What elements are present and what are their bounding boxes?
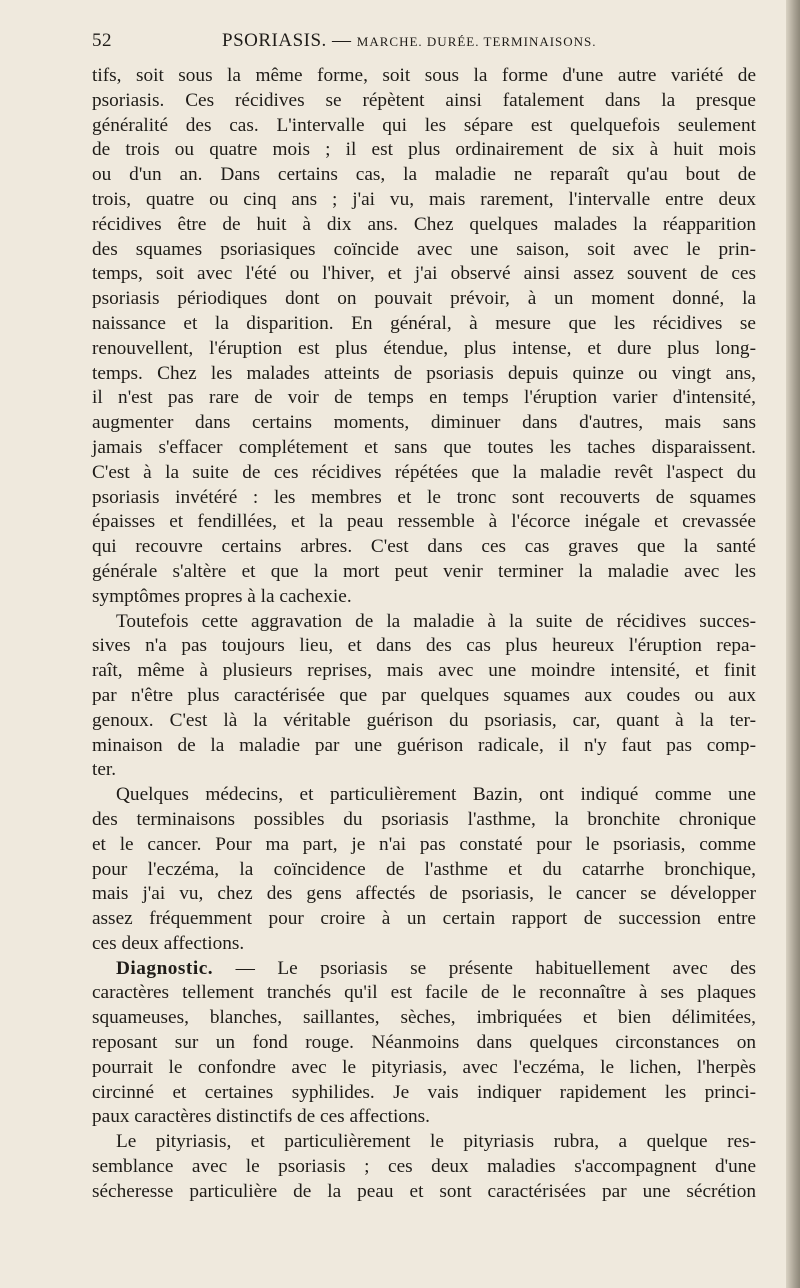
paragraph-recidives (92, 64, 756, 610)
text-line: temps. Chez les malades atteints de psoriasis depuis quinze ou vingt ans, (92, 362, 756, 384)
text-line: paux caractères distinctifs de ces affections. (92, 1106, 430, 1128)
paragraph-terminaisons (92, 783, 756, 957)
text-line: naissance et la disparition. En général, à mesure que les récidives se (92, 312, 756, 334)
text-line: sives n'a pas toujours lieu, et dans des cas plus heureux l'éruption repa- (92, 635, 756, 657)
text-line: caractères tellement tranchés qu'il est facile de le reconnaître à ses plaques (92, 982, 756, 1004)
paragraph-pityriasis (92, 1130, 756, 1204)
page-edge (786, 0, 800, 1288)
text-line: psoriasis. Ces récidives se répètent ainsi fatalement dans la presque (92, 89, 756, 111)
text-fragment: — Le psoriasis se présente habituellement avec des (213, 957, 756, 979)
header-title: PSORIASIS. (222, 30, 327, 51)
header-separator: — (332, 30, 352, 51)
text-line: semblance avec le psoriasis ; ces deux maladies s'accompagnent d'une (92, 1156, 756, 1178)
text-line: Quelques médecins, et particulièrement Bazin, ont indiqué comme une (116, 784, 756, 806)
text-line: genoux. C'est là la véritable guérison du psoriasis, car, quant à la ter- (92, 709, 756, 731)
text-line: généralité des cas. L'intervalle qui les sépare est quelquefois seulement (92, 114, 756, 136)
paragraph-diagnostic (92, 957, 756, 1131)
text-line: mais j'ai vu, chez des gens affectés de psoriasis, le cancer se développer (92, 883, 756, 905)
header-subtitle: MARCHE. DURÉE. TERMINAISONS. (356, 34, 597, 49)
text-line: il n'est pas rare de voir de temps en temps l'éruption varier d'intensité, (92, 387, 756, 409)
text-line: ter. (92, 759, 117, 781)
text-line: pourrait le confondre avec le pityriasis, avec l'eczéma, le lichen, l'herpès (92, 1056, 756, 1078)
text-line: augmenter dans certains moments, diminuer dans d'autres, mais sans (92, 412, 756, 434)
text-line: générale s'altère et que la mort peut venir terminer la maladie avec les (92, 560, 756, 582)
text-line: raît, même à plusieurs reprises, mais avec une moindre intensité, et finit (92, 660, 756, 682)
text-line: minaison de la maladie par une guérison radicale, il n'y faut pas comp- (92, 734, 756, 756)
text-line: Le pityriasis, et particulièrement le pityriasis rubra, a quelque res- (116, 1131, 756, 1153)
text-line: des squames psoriasiques coïncide avec une saison, soit avec le prin- (92, 238, 756, 260)
section-heading-diagnostic: Diagnostic. (116, 957, 214, 979)
text-line: psoriasis périodiques dont on pouvait prévoir, à un moment donné, la (92, 288, 756, 310)
text-line: récidives être de huit à dix ans. Chez quelques malades la réapparition (92, 213, 756, 235)
running-title (222, 30, 597, 52)
text-line: ou d'un an. Dans certains cas, la maladie ne reparaît qu'au bout de (92, 164, 756, 186)
text-line: des terminaisons possibles du psoriasis l'asthme, la bronchite chronique (92, 808, 756, 830)
text-line (92, 957, 756, 982)
text-line: jamais s'effacer complétement et sans que toutes les taches disparaissent. (92, 436, 756, 458)
page-number: 52 (92, 30, 112, 51)
running-header (92, 30, 756, 58)
text-line: symptômes propres à la cachexie. (92, 585, 352, 607)
text-line: pour l'eczéma, la coïncidence de l'asthme et du catarrhe bronchique, (92, 858, 756, 880)
text-line: par n'être plus caractérisée que par quelques squames aux coudes ou aux (92, 684, 756, 706)
text-line: Toutefois cette aggravation de la maladie à la suite de récidives succes- (116, 610, 756, 632)
text-line: et le cancer. Pour ma part, je n'ai pas constaté pour le psoriasis, comme (92, 833, 756, 855)
text-line: circinné et certaines syphilides. Je vais indiquer rapidement les princi- (92, 1081, 756, 1103)
text-line: de trois ou quatre mois ; il est plus ordinairement de six à huit mois (92, 139, 756, 161)
text-line: temps, soit avec l'été ou l'hiver, et j'ai observé ainsi assez souvent de ces (92, 263, 756, 285)
text-line: psoriasis invétéré : les membres et le tronc sont recouverts de squames (92, 486, 756, 508)
paragraph-aggravation (92, 610, 756, 784)
text-line: tifs, soit sous la même forme, soit sous la forme d'une autre variété de (92, 65, 756, 86)
text-line: assez fréquemment pour croire à un certain rapport de succession entre (92, 908, 756, 930)
text-line: ces deux affections. (92, 932, 245, 954)
text-line: qui recouvre certains arbres. C'est dans ces cas graves que la santé (92, 536, 756, 558)
text-line: épaisses et fendillées, et la peau ressemble à l'écorce inégale et crevassée (92, 511, 756, 533)
text-line: sécheresse particulière de la peau et sont caractérisées par une sécrétion (92, 1180, 756, 1202)
text-line: C'est à la suite de ces récidives répétées que la maladie revêt l'aspect du (92, 461, 756, 483)
text-line: reposant sur un fond rouge. Néanmoins dans quelques circonstances on (92, 1032, 756, 1054)
text-line: renouvellent, l'éruption est plus étendue, plus intense, et dure plus long- (92, 337, 756, 359)
text-line: squameuses, blanches, saillantes, sèches, imbriquées et bien délimitées, (92, 1007, 756, 1029)
text-line: trois, quatre ou cinq ans ; j'ai vu, mais rarement, l'intervalle entre deux (92, 188, 756, 210)
page-body (92, 64, 756, 1205)
